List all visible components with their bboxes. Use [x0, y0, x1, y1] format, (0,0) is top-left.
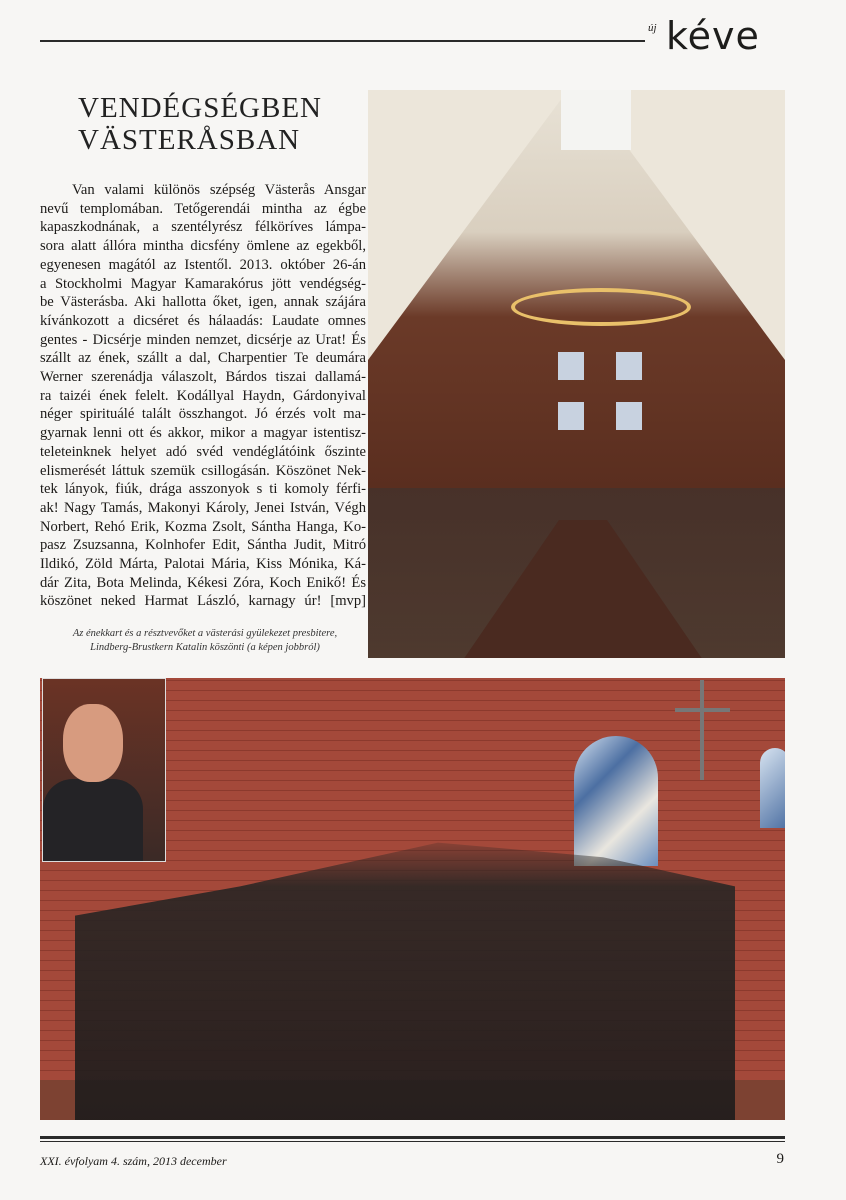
body-line: teleteinknek helyet adó svéd vendéglátóink őszinte	[40, 443, 366, 460]
body-line: pasz Zsuzsanna, Kolnhofer Edit, Sántha Judit, Mitró	[40, 537, 366, 554]
header-rule	[40, 40, 645, 42]
body-line: sora alatt állóra mintha dicsfény ömlene az egekből,	[40, 238, 366, 255]
logo-main-text: kéve	[666, 14, 760, 58]
body-line: Van valami különös szépség Västerås Ansgar	[72, 182, 366, 198]
body-line: be Västerásba. Aki hallotta őket, igen, annak szájára	[40, 294, 366, 311]
footer-rule-thin	[40, 1141, 785, 1142]
footer-rule	[40, 1136, 785, 1139]
body-line: tek lányok, fiúk, drága asszonyok s ti komoly férfi-	[40, 481, 366, 498]
conductor-inset-photo	[42, 678, 166, 862]
title-line: VÄSTERÅSBAN	[78, 124, 301, 156]
body-line: nevű templomában. Tetőgerendái mintha az égbe	[40, 200, 366, 217]
article-body	[40, 181, 366, 611]
window	[616, 352, 642, 380]
chandelier-ring	[511, 288, 691, 326]
title-line: VENDÉGSÉGBEN	[78, 92, 322, 124]
caption-line: Lindberg-Brustkern Katalin köszönti (a képen jobbról)	[90, 642, 320, 653]
photo-caption	[40, 627, 370, 655]
body-line: kívánkozott a dicséret és hálaadás: Laudate omnes	[40, 312, 366, 329]
skylight	[561, 90, 631, 150]
cross-bar	[675, 708, 730, 712]
conductor-suit	[43, 779, 143, 861]
body-line: a Stockholmi Magyar Kamarakórus jött vendégség-	[40, 275, 366, 292]
church-interior-photo	[368, 90, 785, 658]
body-line: Ildikó, Zöld Márta, Palotai Mária, Kiss Mónika, Ká-	[40, 556, 366, 573]
choir-group	[75, 828, 735, 1120]
body-line: szállt az ének, szállt a dal, Charpentier Te deumára	[40, 350, 366, 367]
conductor-head	[63, 704, 123, 782]
caption-line: Az énekkart és a résztvevőket a västerási gyülekezet presbitere,	[72, 628, 338, 639]
body-line: elismerését láttuk szemük csillogásán. Köszönet Nek-	[40, 462, 366, 479]
window	[558, 402, 584, 430]
stained-glass-window	[574, 736, 658, 866]
body-line: Norbert, Rehó Erik, Kozma Zsolt, Sántha Hanga, Ko-	[40, 518, 366, 535]
cross	[700, 680, 704, 780]
body-line: Werner szerenádja válaszolt, Bárdos tiszai dallamá-	[40, 369, 366, 386]
body-line: néger spirituálé talált összhangot. Jó érzés volt ma-	[40, 406, 366, 423]
body-line: dár Zita, Bota Melinda, Kékesi Zóra, Koch Enikő! És	[40, 574, 366, 591]
page-number: 9	[776, 1151, 784, 1167]
window	[558, 352, 584, 380]
body-line: ra taizéi ének felelt. Kodállyal Haydn, Gárdonyival	[40, 387, 366, 404]
body-line: gentes - Dicsérje minden nemzet, dicsérje az Urat! És	[40, 331, 366, 348]
body-line: ak! Nagy Tamás, Makonyi Károly, Jenei István, Végh	[40, 499, 366, 516]
body-line: köszönet neked Harmat László, karnagy úr! [mvp]	[40, 593, 366, 610]
body-line: kapaszkodnának, a szentélyrész félköríves lámpa-	[40, 219, 366, 236]
choir-photo	[40, 678, 785, 1120]
body-line: egyenesen magától az Istentől. 2013. október 26-án	[40, 256, 366, 273]
issue-info: XXI. évfolyam 4. szám, 2013 december	[40, 1154, 227, 1168]
body-line: gyarnak lenni ott és akkor, mikor a magyar istentisz-	[40, 425, 366, 442]
article-title	[78, 92, 322, 156]
window	[616, 402, 642, 430]
stained-glass-window	[760, 748, 785, 828]
logo-small-text: új	[648, 22, 657, 34]
